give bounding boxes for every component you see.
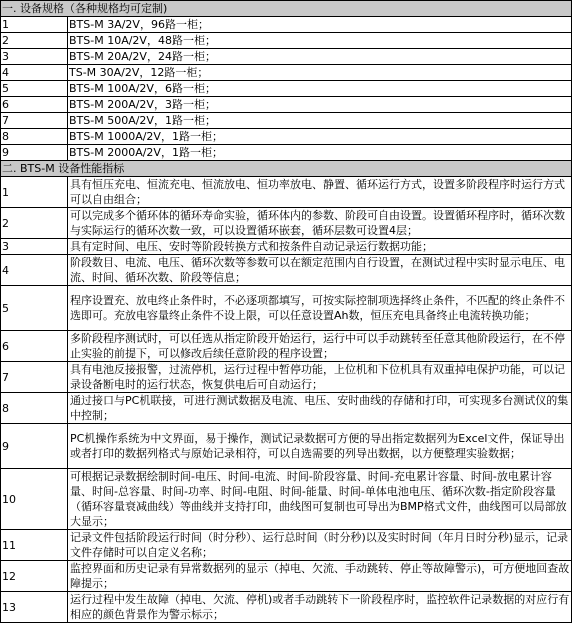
performance-text-cell: 程序设置充、放电终止条件时，不必逐项都填写，可按实际控制项选择终止条件，不匹配的终止条件不选即可。充放电容量终止条件不设上限，可以任意设置Ah数，恒压充电具备终止电流转换功能；	[68, 286, 572, 331]
row-number: 4	[1, 255, 68, 286]
table-row	[1, 113, 572, 129]
row-number: 8	[1, 393, 68, 424]
row-number: 2	[1, 33, 68, 49]
table-row	[1, 469, 572, 530]
table-row	[1, 33, 572, 49]
table-row	[1, 97, 572, 113]
device-spec-table-body	[1, 1, 572, 623]
section-title: 一. 设备规格（各种规格均可定制)	[1, 1, 572, 17]
section-header-row	[1, 161, 572, 177]
row-number: 3	[1, 239, 68, 255]
table-row	[1, 561, 572, 592]
table-row	[1, 81, 572, 97]
row-number: 10	[1, 469, 68, 530]
spec-model-cell: BTS-M 3A/2V，96路一柜；	[68, 17, 572, 33]
spec-model-cell: BTS-M 100A/2V，6路一柜；	[68, 81, 572, 97]
performance-text-cell: 监控界面和历史记录有异常数据列的显示（掉电、欠流、手动跳转、停止等故障警示)，可方便地回查故障提示；	[68, 561, 572, 592]
performance-text-cell: PC机操作系统为中文界面，易于操作，测试记录数据可方便的导出指定数据列为Excel文件，保证导出或者打印的数据列格式与原始记录相符，可以自选需要的列导出数据，以方便整理实验数据；	[68, 424, 572, 469]
table-row	[1, 362, 572, 393]
performance-text-cell: 阶段数目、电流、电压、循环次数等参数可以在额定范围内自行设置，在测试过程中实时显示电压、电流、时间、循环次数、阶段等信息；	[68, 255, 572, 286]
row-number: 5	[1, 286, 68, 331]
section-header-row	[1, 1, 572, 17]
performance-text-cell: 运行过程中发生故障（掉电、欠流、停机)或者手动跳转下一阶段程序时，监控软件记录数据的对应行有相应的颜色背景作为警示标示；	[68, 592, 572, 623]
row-number: 1	[1, 177, 68, 208]
spec-model-cell: BTS-M 10A/2V，48路一柜；	[68, 33, 572, 49]
row-number: 9	[1, 424, 68, 469]
table-row	[1, 208, 572, 239]
section-title: 二. BTS-M 设备性能指标	[1, 161, 572, 177]
row-number: 8	[1, 129, 68, 145]
performance-text-cell: 通过接口与PC机联接，可进行测试数据及电流、电压、安时曲线的存储和打印，可实现多台测试仪的集中控制；	[68, 393, 572, 424]
row-number: 6	[1, 97, 68, 113]
row-number: 4	[1, 65, 68, 81]
row-number: 1	[1, 17, 68, 33]
performance-text-cell: 可以完成多个循环体的循环寿命实验，循环体内的参数、阶段可自由设置。设置循环程序时，循环次数与实际运行的循环次数一致，可以设置循环嵌套，循环层数可设置4层；	[68, 208, 572, 239]
performance-text-cell: 具有电池反接报警，过流停机，运行过程中暂停功能，上位机和下位机具有双重掉电保护功能，可以记录设备断电时的运行状态，恢复供电后可自动运行；	[68, 362, 572, 393]
row-number: 11	[1, 530, 68, 561]
table-row	[1, 424, 572, 469]
table-row	[1, 49, 572, 65]
spec-model-cell: BTS-M 1000A/2V，1路一柜；	[68, 129, 572, 145]
table-row	[1, 145, 572, 161]
table-row	[1, 393, 572, 424]
performance-text-cell: 具有定时间、电压、安时等阶段转换方式和按条件自动记录运行数据功能；	[68, 239, 572, 255]
row-number: 2	[1, 208, 68, 239]
performance-text-cell: 记录文件包括阶段运行时间（时分秒）、运行总时间（时分秒)以及实时时间（年月日时分秒)显示，记录文件存储时可以自定义名称；	[68, 530, 572, 561]
table-row	[1, 65, 572, 81]
row-number: 7	[1, 113, 68, 129]
table-row	[1, 255, 572, 286]
table-row	[1, 592, 572, 623]
row-number: 6	[1, 331, 68, 362]
spec-model-cell: BTS-M 2000A/2V，1路一柜；	[68, 145, 572, 161]
table-row	[1, 129, 572, 145]
row-number: 5	[1, 81, 68, 97]
spec-model-cell: BTS-M 500A/2V，1路一柜；	[68, 113, 572, 129]
spec-model-cell: TS-M 30A/2V，12路一柜；	[68, 65, 572, 81]
table-row	[1, 286, 572, 331]
table-row	[1, 177, 572, 208]
spec-model-cell: BTS-M 200A/2V，3路一柜；	[68, 97, 572, 113]
table-row	[1, 331, 572, 362]
row-number: 13	[1, 592, 68, 623]
table-row	[1, 17, 572, 33]
table-row	[1, 530, 572, 561]
table-row	[1, 239, 572, 255]
row-number: 9	[1, 145, 68, 161]
performance-text-cell: 具有恒压充电、恒流充电、恒流放电、恒功率放电、静置、循环运行方式，设置多阶段程序时运行方式可以自由组合；	[68, 177, 572, 208]
performance-text-cell: 可根据记录数据绘制时间-电压、时间-电流、时间-阶段容量、时间-充电累计容量、时间-放电累计容量、时间-总容量、时间-功率、时间-电阻、时间-能量、时间-单体电池电压、循环次数-指定阶段容量（循环容量衰减曲线）等曲线并支持打印，曲线图可复制也可导出为BMP格式文件，曲线图可以局部放大显示；	[68, 469, 572, 530]
performance-text-cell: 多阶段程序测试时，可以任选从指定阶段开始运行，运行中可以手动跳转至任意其他阶段运行，在不停止实验的前提下，可以修改后续任意阶段的程序设置；	[68, 331, 572, 362]
row-number: 7	[1, 362, 68, 393]
spec-model-cell: BTS-M 20A/2V，24路一柜；	[68, 49, 572, 65]
row-number: 12	[1, 561, 68, 592]
row-number: 3	[1, 49, 68, 65]
